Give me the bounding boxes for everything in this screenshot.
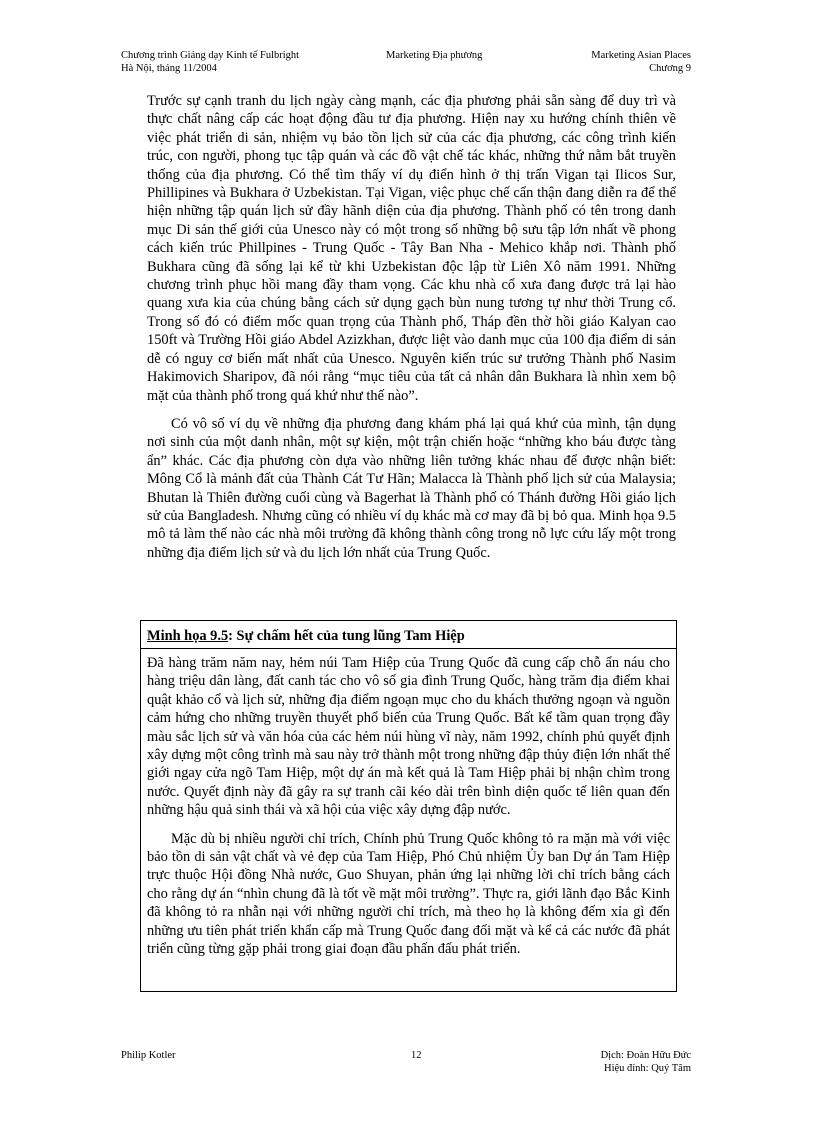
footer-author: Philip Kotler [121, 1050, 176, 1061]
footer-editor: Hiệu đính: Quý Tâm [603, 1063, 691, 1074]
main-body [147, 92, 676, 562]
illustration-paragraph-1: Đã hàng trăm năm nay, hẻm núi Tam Hiệp của Trung Quốc đã cung cấp chỗ ẩn náu cho hàng triệu dân làng, đất canh tác cho vô số gia đình Trung Quốc, hàng trăm địa điểm khai quật khảo cổ và lịch sử, những địa điểm ngoạn mục cho du khách thưởng ngoạn và nguồn cảm hứng cho những truyền thuyết phổ biến của Trung Quốc. Bất kể tầm quan trọng đầy màu sắc lịch sử và văn hóa của các hẻm núi hùng vĩ này, năm 1992, chính phủ quyết định xây dựng một công trình mà sau này trở thành một trong những đập thủy điện lớn nhất thế giới ngay cửa ngõ Tam Hiệp, một dự án mà kết quả là Tam Hiệp phải bị nhận chìm trong nước. Quyết định này đã gây ra sự tranh cãi kéo dài trên bình diện quốc tế liên quan đến những hậu quả sinh thái và xã hội của việc xây dựng đập nước. [147, 655, 670, 819]
illustration-title [147, 627, 465, 645]
header-right [591, 49, 691, 75]
header-chapter: Chương 9 [649, 63, 691, 74]
illustration-label: Minh họa 9.5 [147, 628, 229, 644]
header-left [121, 49, 299, 75]
body-paragraph-1: Trước sự cạnh tranh du lịch ngày càng mạnh, các địa phương phải sẵn sàng để duy trì và thực chất nâng cấp các hoạt động đầu tư địa phương. Hiện nay xu hướng chính thiên về việc phát triển di sản, nhiệm vụ bảo tồn lịch sử của các địa phương, các công trình kiến trúc, con người, phong tục tập quán và các đồ vật chế tác khác, những thứ nằm bắt truyền thống của địa phương. Có thể tìm thấy ví dụ điển hình ở thị trấn Vigan tại Ilicos Sur, Phillipines và Bukhara ở Uzbekistan. Tại Vigan, việc phục chế cẩn thận đang diễn ra để thể hiện những tập quán lịch sử đầy hãnh diện của địa phương. Thành phố có tên trong danh mục Di sản thế giới của Unesco này có một trong số những bộ sưu tập lớn nhất về phong cách kiến trúc Phillpines - Trung Quốc - Tây Ban Nha - Mehico khắp nơi. Thành phố Bukhara cũng đã sống lại kể từ khi Uzbekistan độc lập từ Liên Xô năm 1991. Những chương trình phục hồi mang đầy tham vọng. Các khu nhà cổ xưa đang được trả lại hào quang xưa kia của chúng bằng cách sử dụng gạch bùn nung tương tự như thời Trung cổ. Trong số đó có điểm mốc quan trọng của Thành phố, Tháp đền thờ hồi giáo Kalyan cao 150ft và Trường Hồi giáo Abdel Azizkhan, được liệt vào danh mục của 100 địa điểm di sản dễ có nguy cơ biến mất nhất của Unesco. Nguyên kiến trúc sư trưởng Thành phố Nasim Hakimovich Sharipov, đã nói rằng “mục tiêu của tất cả nhân dân Bukhara là nhìn xem bộ mặt của thành phố trong quá khứ như thế nào”. [147, 93, 676, 404]
illustration-paragraph-2: Mặc dù bị nhiều người chỉ trích, Chính phủ Trung Quốc không tỏ ra mặn mà với việc bảo tồn di sản vật chất và vẻ đẹp của Tam Hiệp, Phó Chủ nhiệm Ủy ban Dự án Tam Hiệp trực thuộc Hội đồng Nhà nước, Guo Shuyan, phản ứng lại những lời chỉ trích bằng cách cho rằng dự án “nhìn chung đã là tốt về mặt môi trường”. Thực ra, giới lãnh đạo Bắc Kinh đã không tỏ ra nhẫn nại với những người chỉ trích, mà theo họ là không đếm xỉa gì đến những ưu tiên phát triển khẩn cấp mà Trung Quốc đang đối mặt và kể cả các nước đã phát triển cũng từng gặp phải trong giai đoạn đầu phấn đấu phát triển. [147, 830, 670, 958]
header-program: Chương trình Giảng dạy Kinh tế Fulbright [121, 50, 300, 61]
page-number: 12 [411, 1050, 422, 1061]
header-book-title: Marketing Asian Places [591, 50, 691, 61]
illustration-title-text: : Sự chấm hết của tung lũng Tam Hiệp [228, 628, 465, 644]
header-date: Hà Nội, tháng 11/2004 [121, 63, 217, 74]
illustration-body [147, 654, 670, 959]
illustration-divider [141, 648, 676, 649]
body-paragraph-2: Có vô số ví dụ về những địa phương đang khám phá lại quá khứ của mình, tận dụng nơi sinh của một danh nhân, một sự kiện, một trận chiến hoặc “những kho báu được tàng ẩn” khác. Các địa phương còn dựa vào những liên tưởng khác nhau để được nhận biết: Mông Cổ là mảnh đất của Thành Cát Tư Hãn; Malacca là Thành phố lịch sử của Malaysia; Bhutan là Thiên đường cuối cùng và Bagerhat là Thành phố có Thánh đường Hồi giáo lịch sử của Bangladesh. Nhưng cũng có nhiều ví dụ khác mà cơ may đã bị bỏ qua. Minh họa 9.5 mô tả làm thế nào các nhà môi trường đã không thành công trong nỗ lực cứu lấy một trong những địa điểm lịch sử và du lịch lớn nhất của Trung Quốc. [147, 415, 676, 561]
illustration-box [140, 620, 677, 992]
footer-translator: Dịch: Đoàn Hữu Đức [600, 1050, 691, 1061]
header-center: Marketing Địa phương [386, 50, 483, 61]
footer-credits [601, 1049, 691, 1075]
